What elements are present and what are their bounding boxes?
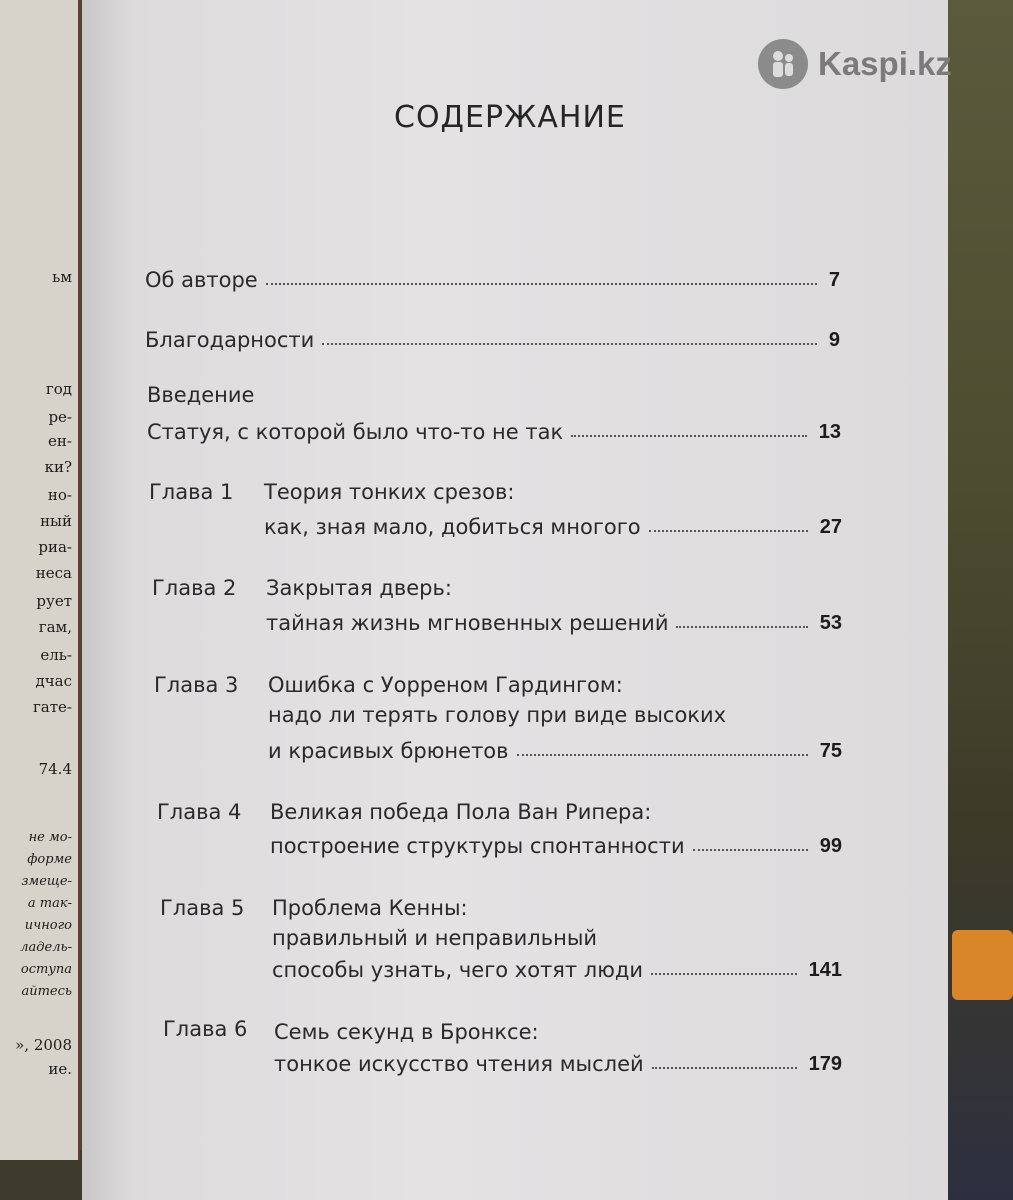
toc-page-number: 53 <box>819 612 842 634</box>
chapter-title: Семь секунд в Бронксе: <box>274 1020 539 1044</box>
toc-entry-chapter-2 <box>266 599 842 635</box>
toc-intro-label: Введение <box>147 383 255 407</box>
dot-leader <box>652 1067 797 1069</box>
left-page-fragment: но- <box>47 486 72 504</box>
left-page-fragment: рует <box>36 592 72 610</box>
left-page-fragment: не мо- <box>28 830 72 845</box>
toc-entry-introduction <box>147 408 841 444</box>
toc-entry-title: Благодарности <box>145 328 315 352</box>
left-page-fragment: форме <box>27 852 72 867</box>
left-page-fragment: гате- <box>32 698 72 716</box>
left-page-fragment: год <box>45 380 72 398</box>
dot-leader <box>571 435 807 437</box>
chapter-label: Глава 5 <box>160 896 245 920</box>
left-page-fragment: оступа <box>20 962 72 977</box>
chapter-label: Глава 2 <box>152 576 237 600</box>
dot-leader <box>693 849 808 851</box>
chapter-subtitle: и красивых брюнетов <box>268 739 509 763</box>
toc-entry-title: Об авторе <box>145 268 258 292</box>
background-object <box>952 930 1013 1000</box>
chapter-subtitle: построение структуры спонтанности <box>270 834 685 858</box>
toc-page-number: 27 <box>819 516 842 538</box>
toc-page-number: 13 <box>818 421 841 443</box>
left-page-fragment: неса <box>35 564 72 582</box>
background-surface <box>940 0 1013 1200</box>
dot-leader <box>517 754 808 756</box>
toc-entry-chapter-4 <box>270 822 842 858</box>
toc-entry-chapter-6 <box>274 1040 842 1076</box>
chapter-subtitle: надо ли терять голову при виде высоких <box>268 703 727 727</box>
dot-leader <box>651 973 797 975</box>
left-page-fragment: 74.4 <box>38 760 72 778</box>
left-page-fragment: змеще- <box>21 874 72 889</box>
left-page-fragment: дчас <box>35 672 72 690</box>
toc-entry-chapter-1 <box>264 503 842 539</box>
chapter-subtitle: правильный и неправильный <box>272 926 598 950</box>
toc-entry-title: Статуя, с которой было что-то не так <box>147 420 564 444</box>
toc-entry-chapter-3 <box>268 727 842 763</box>
toc-page-number: 99 <box>819 835 842 857</box>
kaspi-watermark <box>758 38 952 90</box>
chapter-title: Ошибка с Уорреном Гардингом: <box>268 673 623 697</box>
chapter-title: Закрытая дверь: <box>266 576 452 600</box>
toc-entry-chapter-5 <box>272 946 842 982</box>
left-page-fragment: ен- <box>48 432 72 450</box>
chapter-subtitle: тонкое искусство чтения мыслей <box>274 1052 644 1076</box>
kaspi-logo-icon <box>758 39 808 89</box>
chapter-label: Глава 6 <box>163 1017 248 1041</box>
left-page-fragment: ие. <box>48 1060 72 1078</box>
left-page-fragment: риа- <box>38 538 72 556</box>
left-page-fragment: ьм <box>52 268 72 286</box>
chapter-title: Проблема Кенны: <box>272 896 468 920</box>
chapter-subtitle: тайная жизнь мгновенных решений <box>266 611 669 635</box>
toc-page-number: 141 <box>808 959 842 981</box>
chapter-label: Глава 3 <box>154 673 239 697</box>
left-page-fragment: ный <box>40 512 72 530</box>
left-page-fragment: гам, <box>38 618 72 636</box>
chapter-subtitle: как, зная мало, добиться многого <box>264 515 641 539</box>
toc-page-number: 7 <box>828 269 840 291</box>
dot-leader <box>266 283 817 285</box>
toc-page-number: 9 <box>828 329 840 351</box>
watermark-text: Kaspi.kz <box>818 45 952 82</box>
dot-leader <box>322 343 817 345</box>
dot-leader <box>676 626 807 628</box>
toc-entry-about-author <box>145 256 840 292</box>
left-page-fragment: ичного <box>24 918 72 933</box>
left-page-fragment: айтесь <box>21 984 72 999</box>
left-page-fragment: ладель- <box>20 940 72 955</box>
left-page-fragment: », 2008 <box>15 1036 72 1054</box>
left-page <box>0 0 80 1160</box>
chapter-label: Глава 1 <box>149 480 234 504</box>
page-title: СОДЕРЖАНИЕ <box>394 100 626 135</box>
chapter-title: Великая победа Пола Ван Рипера: <box>270 800 652 824</box>
chapter-subtitle: способы узнать, чего хотят люди <box>272 958 644 982</box>
toc-page-number: 75 <box>819 740 842 762</box>
chapter-label: Глава 4 <box>157 800 242 824</box>
dot-leader <box>649 530 808 532</box>
left-page-fragment: ре- <box>48 408 72 426</box>
toc-page-number: 179 <box>808 1053 842 1075</box>
chapter-title: Теория тонких срезов: <box>264 480 515 504</box>
left-page-fragment: ель- <box>40 646 72 664</box>
left-page-fragment: ки? <box>44 458 72 476</box>
toc-entry-acknowledgements <box>145 316 840 352</box>
left-page-fragment: а так- <box>27 896 72 911</box>
